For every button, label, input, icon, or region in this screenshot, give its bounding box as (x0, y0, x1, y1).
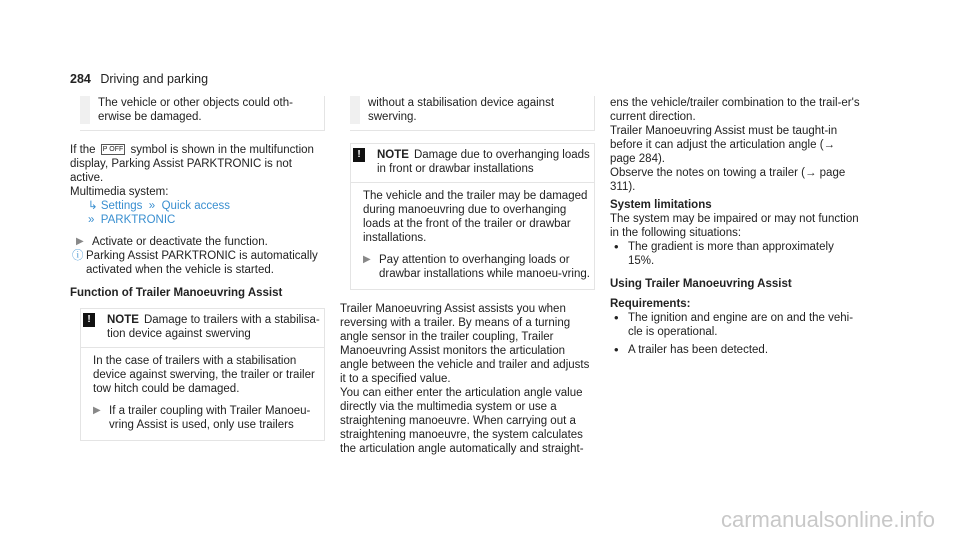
nav-path (70, 199, 325, 213)
note-heading: Damage due to overhanging loads in front or drawbar installations (377, 149, 590, 175)
articulation-angle-paragraph: You can either enter the articulation angle value directly via the multimedia system or use a straightening manoeuvre. When carrying out a straightening manoeuvre, the system calculates the articulation angle automatically and straight- (340, 387, 584, 455)
warning-continuation-text: The vehicle or other objects could oth-erwise be damaged. (98, 97, 293, 123)
limitation-item: • The gradient is more than approximately 15%. (614, 239, 834, 267)
column-1 (70, 96, 325, 441)
bullet-icon: • (614, 239, 619, 254)
note-continuation-text: without a stabilisation device against swerving. (368, 97, 555, 123)
warning-mark-icon: ! (83, 313, 95, 327)
continuation-paragraph: ens the vehicle/trailer combination to the trail-er's current direction. (610, 97, 860, 123)
page-header (70, 72, 208, 86)
note-body-text: In the case of trailers with a stabilisation device against swerving, the trailer or trailer tow hitch could be damaged. (93, 355, 315, 395)
towing-notes-paragraph: Observe the notes on towing a trailer (→ page 311). (610, 167, 846, 193)
bullet-icon: • (614, 342, 619, 357)
info-autoactivate: ⓘ Parking Assist PARKTRONIC is automatically activated when the vehicle is started. (72, 250, 318, 276)
parktronic-off-icon: P OFF (102, 146, 124, 154)
nav-return-icon: ↳ (88, 200, 98, 212)
step-arrow-icon: ▶ (363, 254, 371, 265)
note-label: NOTE (107, 314, 139, 326)
requirement-item: • The ignition and engine are on and the vehi-cle is operational. (614, 310, 854, 338)
note-trailer-damage (80, 308, 325, 441)
parktronic-status-paragraph: If the P OFF symbol is shown in the multifunction display, Parking Assist PARKTRONIC is not active. (70, 144, 314, 184)
column-2 (340, 96, 595, 456)
requirement-item: • A trailer has been detected. (614, 342, 769, 357)
note-step: ▶ Pay attention to overhanging loads or drawbar installations while manoeu-vring. (363, 254, 590, 280)
section-title-using: Using Trailer Manoeuvring Assist (610, 278, 792, 290)
section-title-limitations: System limitations (610, 199, 712, 211)
note-overhanging-loads (350, 143, 595, 290)
taught-in-paragraph: Trailer Manoeuvring Assist must be taught-in before it can adjust the articulation angle (→ page 284). (610, 125, 838, 165)
step-arrow-icon: ▶ (93, 405, 101, 416)
watermark: carmanualsonline.info (720, 507, 935, 532)
note-body-text: The vehicle and the trailer may be damaged during manoeuvring due to overhanging loads at the front of the trailer or drawbar installations. (363, 190, 588, 244)
step-activate: ▶ Activate or deactivate the function. (76, 236, 268, 248)
warning-continuation-box (80, 96, 325, 131)
nav-chevron-icon: » (145, 200, 159, 212)
page-number: 284 (70, 72, 91, 86)
page-section-title: Driving and parking (100, 72, 209, 86)
note-label: NOTE (377, 149, 409, 161)
note-step: ▶ If a trailer coupling with Trailer Manoeu-vring Assist is used, only use trailers (93, 405, 311, 431)
step-arrow-icon: ▶ (76, 236, 84, 247)
section-title-function: Function of Trailer Manoeuvring Assist (70, 287, 283, 299)
assist-description: Trailer Manoeuvring Assist assists you when reversing with a trailer. By means of a turning angle sensor in the trailer coupling, Trailer Manoeuvring Assist monitors the articulation angle between the vehicle and trailer and adjusts it to a specified value. (340, 303, 590, 385)
limitations-text: The system may be impaired or may not function in the following situations: (610, 213, 859, 239)
bullet-icon: • (614, 310, 619, 325)
nav-parktronic-link[interactable]: PARKTRONIC (100, 214, 176, 226)
column-3 (610, 96, 860, 357)
nav-quick-access-link[interactable]: Quick access (161, 200, 230, 212)
warning-mark-icon: ! (353, 148, 365, 162)
note-continuation-box (350, 96, 595, 131)
info-icon: ⓘ (72, 250, 84, 262)
nav-settings-link[interactable]: Settings (100, 200, 143, 212)
requirements-title: Requirements: (610, 298, 691, 310)
multimedia-label: Multimedia system: (70, 186, 169, 198)
nav-path-2 (70, 213, 325, 227)
note-heading: Damage to trailers with a stabilisa-tion device against swerving (107, 314, 320, 340)
nav-chevron-icon: » (88, 214, 98, 226)
